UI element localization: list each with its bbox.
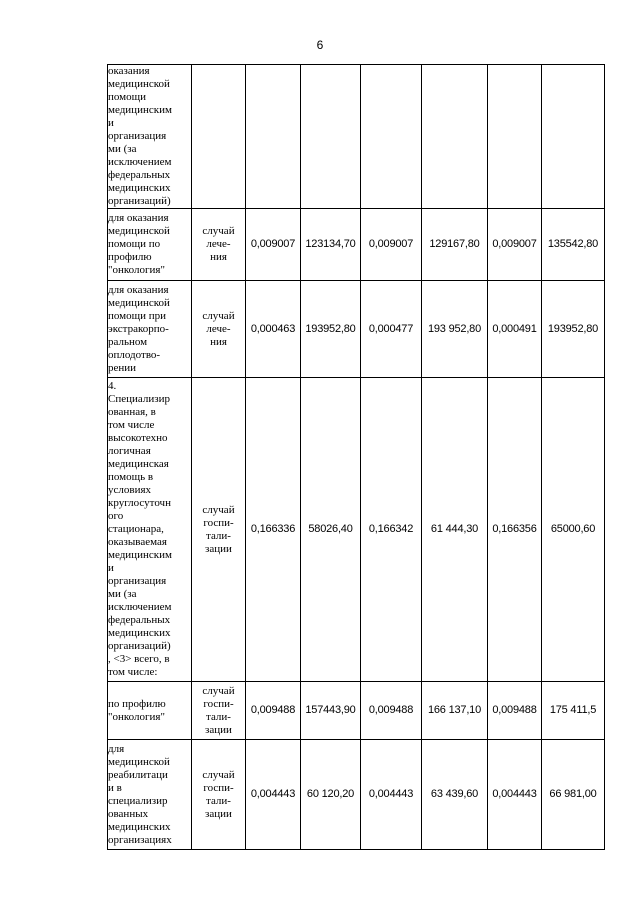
row-value: 61 444,30 bbox=[422, 378, 488, 682]
row-unit: случай госпи- тали- зации bbox=[192, 378, 246, 682]
row-value: 0,000491 bbox=[488, 281, 542, 378]
row-value: 0,166336 bbox=[246, 378, 301, 682]
row-value: 0,009007 bbox=[488, 209, 542, 281]
row-value bbox=[542, 65, 605, 209]
row-value: 0,009488 bbox=[246, 682, 301, 740]
row-value: 65000,60 bbox=[542, 378, 605, 682]
table-row bbox=[108, 65, 605, 209]
row-value: 60 120,20 bbox=[301, 740, 361, 850]
row-name: по профилю "онкология" bbox=[108, 682, 192, 740]
row-value: 0,004443 bbox=[488, 740, 542, 850]
row-unit: случай лече- ния bbox=[192, 281, 246, 378]
row-value: 193952,80 bbox=[301, 281, 361, 378]
row-unit bbox=[192, 65, 246, 209]
row-value: 0,166342 bbox=[361, 378, 422, 682]
row-value: 157443,90 bbox=[301, 682, 361, 740]
row-value: 193952,80 bbox=[542, 281, 605, 378]
row-value bbox=[361, 65, 422, 209]
row-value: 0,000463 bbox=[246, 281, 301, 378]
table-row bbox=[108, 740, 605, 850]
row-value: 0,009007 bbox=[361, 209, 422, 281]
table-row bbox=[108, 682, 605, 740]
row-value bbox=[488, 65, 542, 209]
row-value: 193 952,80 bbox=[422, 281, 488, 378]
row-value bbox=[246, 65, 301, 209]
row-value: 58026,40 bbox=[301, 378, 361, 682]
table-row bbox=[108, 209, 605, 281]
row-value: 0,009488 bbox=[361, 682, 422, 740]
page-number: 6 bbox=[316, 38, 324, 52]
row-value: 166 137,10 bbox=[422, 682, 488, 740]
row-value: 0,000477 bbox=[361, 281, 422, 378]
row-value: 0,004443 bbox=[246, 740, 301, 850]
row-name: для оказания медицинской помощи по профилю "онкология" bbox=[108, 209, 192, 281]
row-value: 0,009007 bbox=[246, 209, 301, 281]
row-value: 135542,80 bbox=[542, 209, 605, 281]
row-value: 66 981,00 bbox=[542, 740, 605, 850]
row-name: для оказания медицинской помощи при экстракорпо- ральном оплодотво- рении bbox=[108, 281, 192, 378]
row-name: 4. Специализир ованная, в том числе высокотехно логичная медицинская помощь в условиях круглосуточн ого стационара, оказываемая медицинским и организация ми (за исключением федеральных медицинских организаций) , <3> всего, в том числе: bbox=[108, 378, 192, 682]
row-value bbox=[422, 65, 488, 209]
row-value: 123134,70 bbox=[301, 209, 361, 281]
row-name: оказания медицинской помощи медицинским и организация ми (за исключением федеральных медицинских организаций) bbox=[108, 65, 192, 209]
row-value: 129167,80 bbox=[422, 209, 488, 281]
row-value bbox=[301, 65, 361, 209]
row-unit: случай госпи- тали- зации bbox=[192, 740, 246, 850]
row-value: 0,009488 bbox=[488, 682, 542, 740]
row-unit: случай госпи- тали- зации bbox=[192, 682, 246, 740]
table-row bbox=[108, 281, 605, 378]
row-value: 175 411,5 bbox=[542, 682, 605, 740]
row-unit: случай лече- ния bbox=[192, 209, 246, 281]
row-value: 63 439,60 bbox=[422, 740, 488, 850]
table-row bbox=[108, 378, 605, 682]
standards-table bbox=[107, 64, 605, 850]
row-value: 0,004443 bbox=[361, 740, 422, 850]
row-value: 0,166356 bbox=[488, 378, 542, 682]
row-name: для медицинской реабилитаци и в специализир ованных медицинских организациях bbox=[108, 740, 192, 850]
